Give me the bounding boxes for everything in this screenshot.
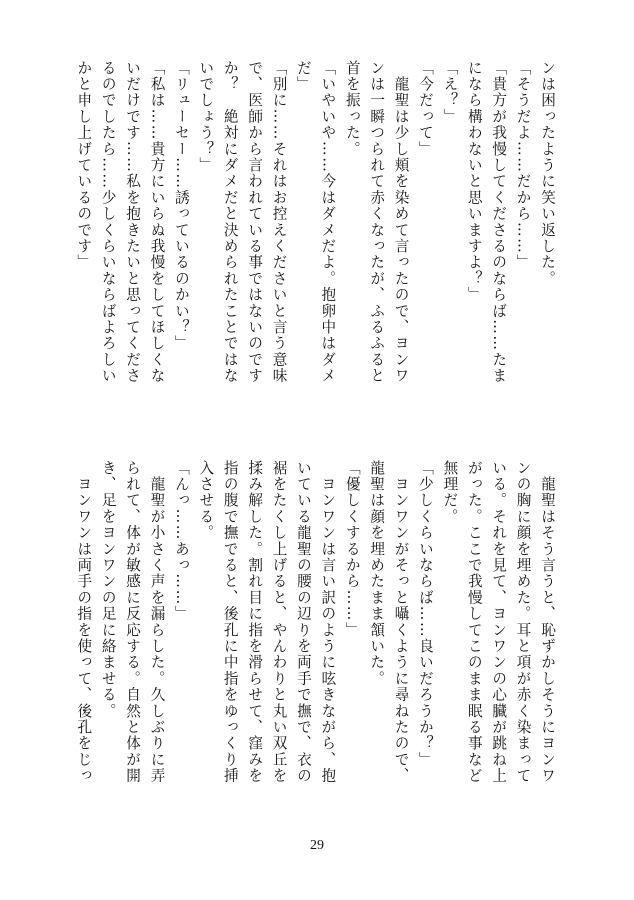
text-line: 「リューセー……誘っているのかい？」 <box>172 60 190 352</box>
text-line: るのでしたら……少しくらいならばよろしい <box>99 60 117 384</box>
text-line: 無理だ。 <box>441 460 459 525</box>
text-line: いだけです……私を抱きたいと思ってくださ <box>124 60 142 384</box>
text-line: で、医師から言われている事ではないのです <box>246 60 264 384</box>
text-line: いている龍聖の腰の辺りを両手で撫で、衣の <box>294 460 312 784</box>
text-line: られて、体が敏感に反応する。自然と体が開 <box>124 460 142 784</box>
text-line: 「んっ……あっ……」 <box>172 460 190 622</box>
text-line: ヨンワンは言い訳のように呟きながら、抱 <box>319 460 337 784</box>
text-line: いる。それを見て、ヨンワンの心臓が跳ね上 <box>490 460 508 784</box>
text-line: ヨンワンは両手の指を使って、後孔をじっ <box>75 460 93 784</box>
text-line: 龍聖が小さく声を漏らした。久しぶりに弄 <box>148 460 166 784</box>
text-line: 「優しくするから……」 <box>343 460 361 639</box>
text-line: ンは一瞬つられて赤くなったが、ふるふると <box>368 60 386 384</box>
text-line: ンは困ったように笑い返した。 <box>539 60 556 287</box>
text-line: 「別に……それはお控えくださいと言う意味 <box>270 60 288 384</box>
text-line: 龍聖は少し頬を染めて言ったので、ヨンワ <box>392 60 410 384</box>
text-line: になら構わないと思いますよ？」 <box>465 60 483 303</box>
text-line: ヨンワンがそっと囁くように尋ねたので、 <box>392 460 410 784</box>
page-number: 29 <box>310 838 324 853</box>
text-line: がった。ここで我慢してこのまま眠る事など <box>465 460 483 784</box>
text-line: き、足をヨンワンの足に絡ませる。 <box>99 460 117 720</box>
text-line: 龍聖はそう言うと、恥ずかしそうにヨンワ <box>539 460 556 784</box>
text-line: 揉み解した。割れ目に指を滑らせて、窪みを <box>246 460 264 784</box>
text-block-top <box>71 60 559 410</box>
text-line: かと申し上げているのです」 <box>75 60 93 271</box>
text-line: か？ 絶対にダメだと決められたことではな <box>221 60 239 384</box>
text-line: 「え？」 <box>441 60 459 125</box>
text-block-bottom <box>71 460 559 810</box>
text-line: 「いやいや……今はダメだよ。抱卵中はダメ <box>319 60 337 384</box>
text-line: 裾をたくし上げると、やんわりと丸い双丘を <box>270 460 288 784</box>
text-line: だ」 <box>294 60 312 93</box>
text-line: 龍聖は顔を埋めたまま頷いた。 <box>368 460 386 687</box>
text-line: 「貴方が我慢してくださるのならば……たま <box>490 60 508 384</box>
text-line: 首を振った。 <box>343 60 361 158</box>
text-line: 指の腹で撫でると、後孔に中指をゆっくり挿 <box>221 460 239 784</box>
text-line: 入させる。 <box>197 460 215 541</box>
text-line: 「今だって」 <box>416 60 434 158</box>
text-line: 「少しくらいならば……良いだろうか？」 <box>416 460 434 768</box>
text-line: ンの胸に顔を埋めた。耳と項が赤く染まって <box>514 460 532 784</box>
text-line: いでしょう？」 <box>197 60 215 174</box>
text-line: 「私は……貴方にいらぬ我慢をしてほしくな <box>148 60 166 384</box>
text-line: 「そうだよ……だから……」 <box>514 60 532 271</box>
